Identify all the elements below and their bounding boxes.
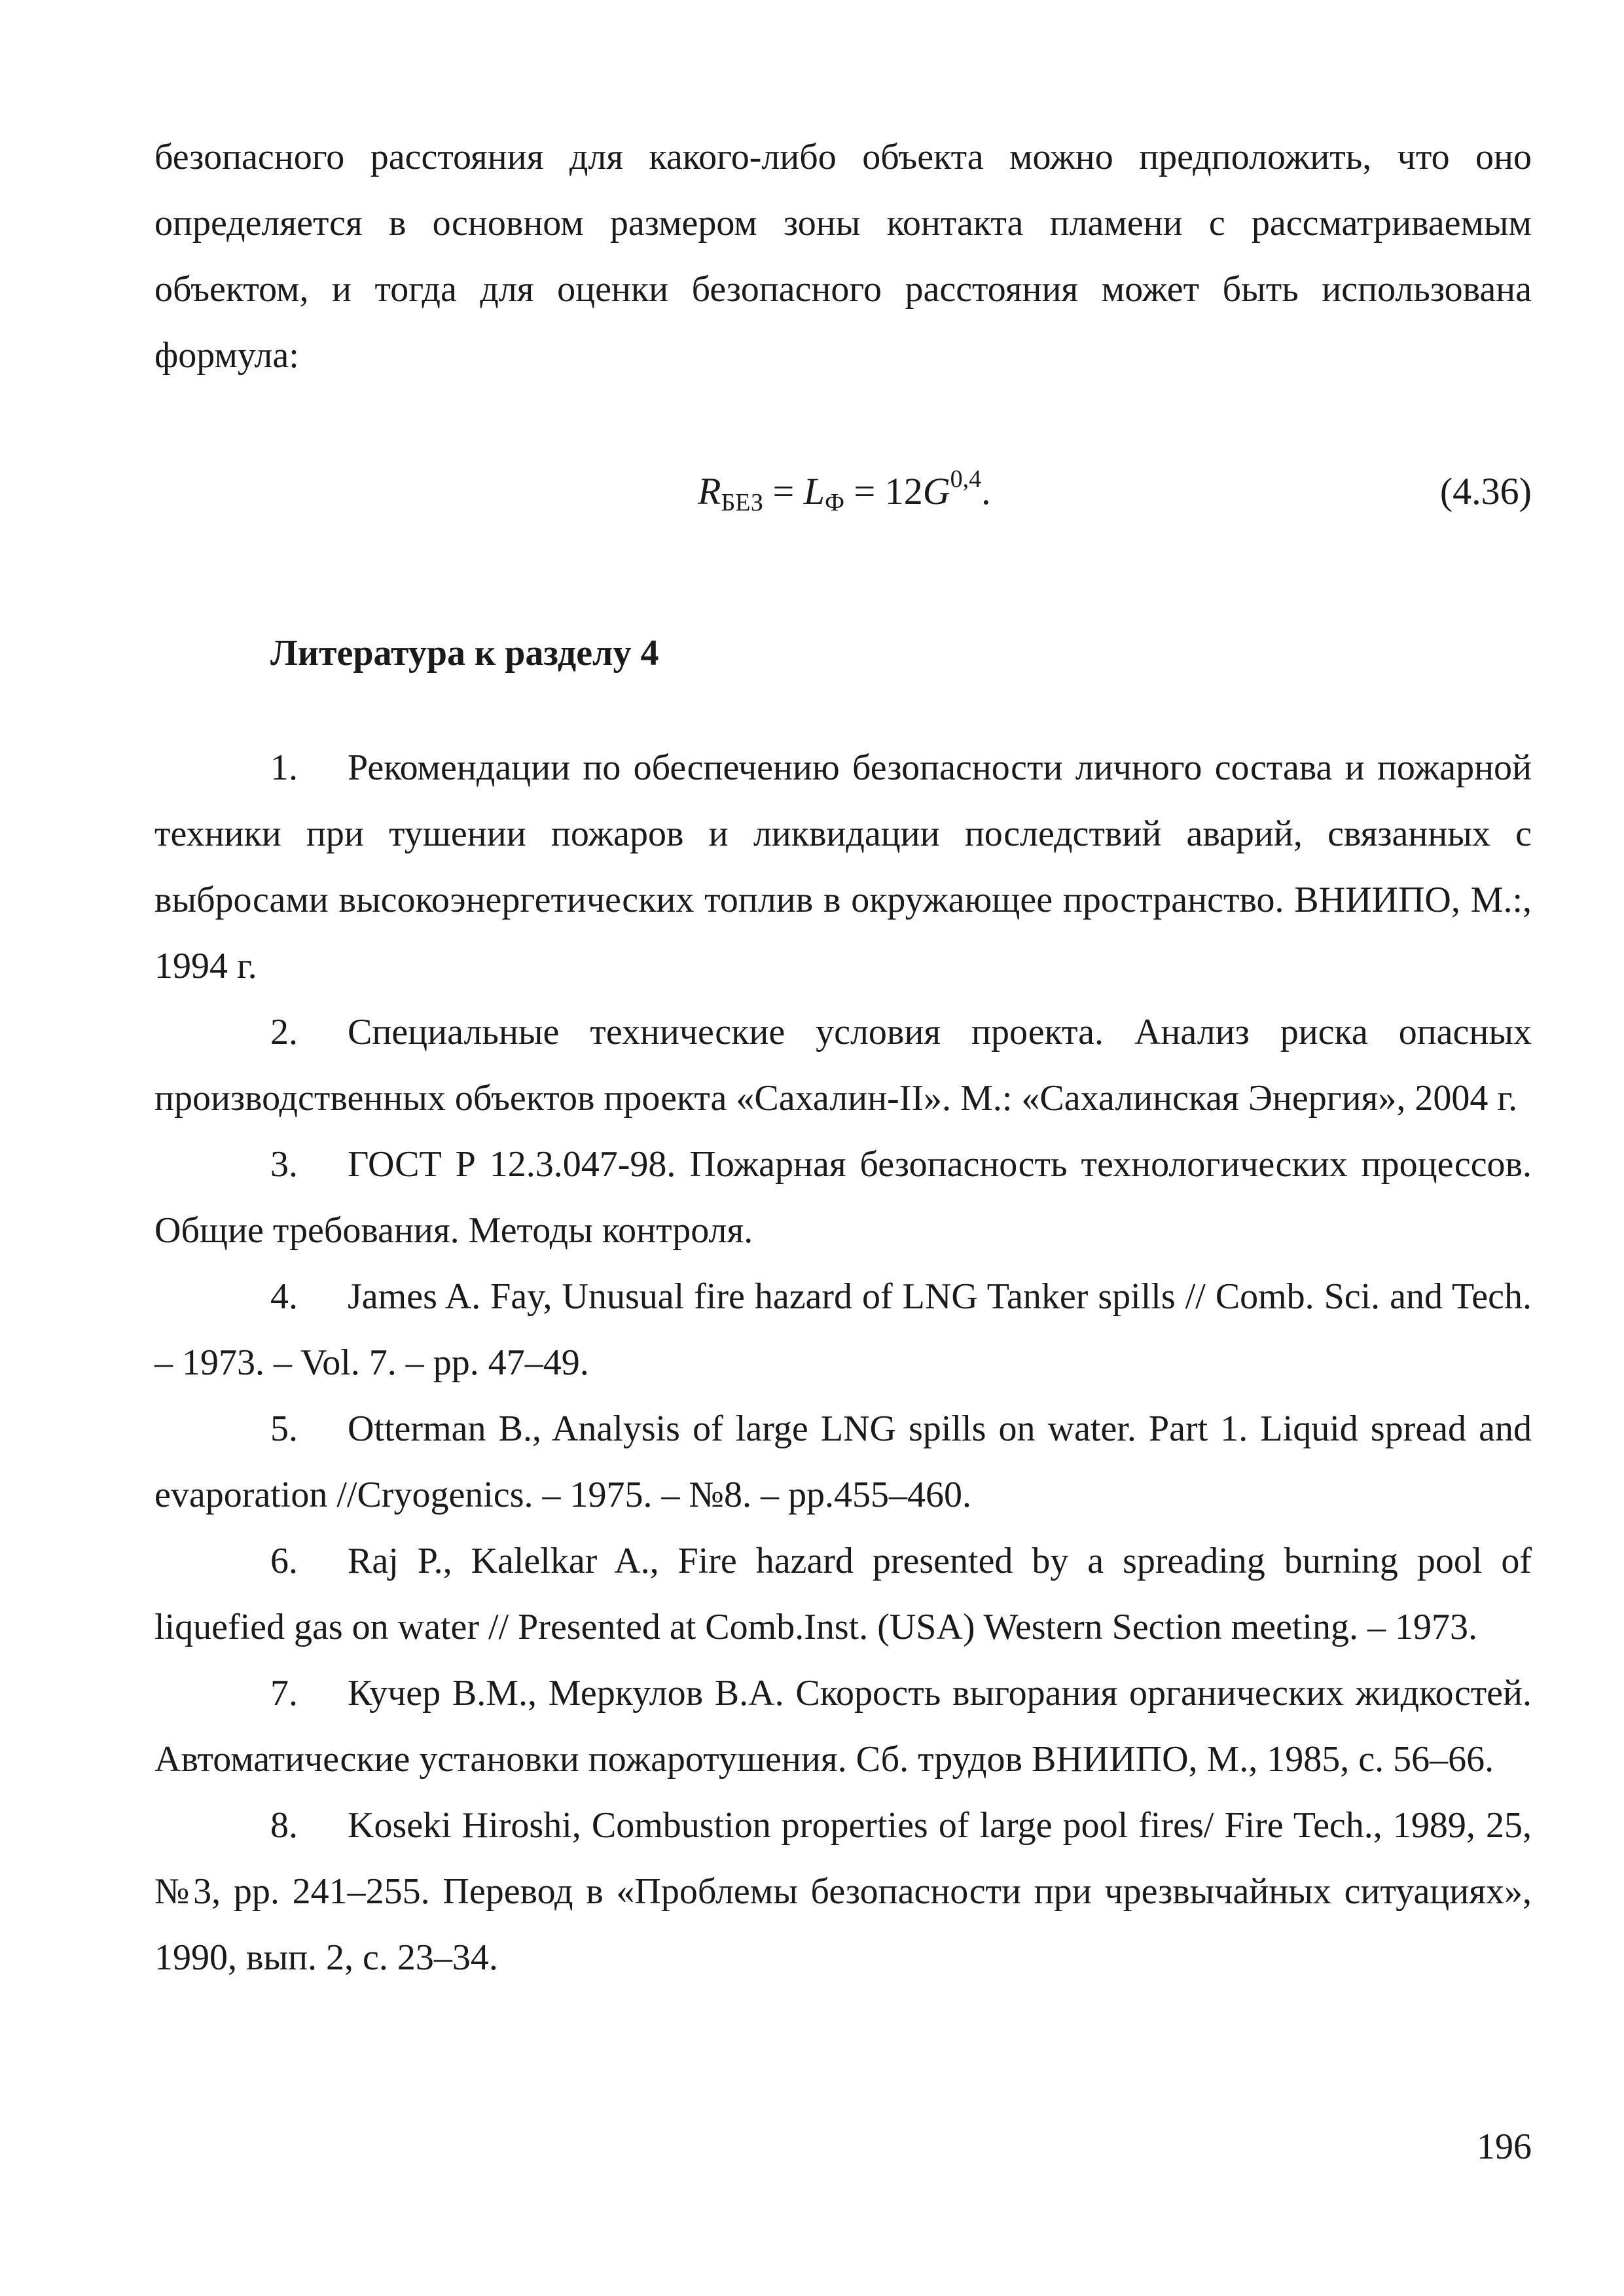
reference-text: Специальные технические условия проекта. Анализ риска опасных производственных объектов проекта «Сахалин-II». М.: «Сахалинская Энергия», 2004 г. bbox=[154, 1012, 1532, 1119]
formula-end: . bbox=[981, 470, 991, 512]
formula-number: (4.36) bbox=[1439, 470, 1532, 512]
formula-equals-2: = 12 bbox=[844, 470, 923, 512]
reference-item bbox=[154, 1396, 1532, 1528]
reference-number: 5. bbox=[270, 1408, 298, 1449]
formula-expression bbox=[698, 458, 991, 524]
reference-number: 8. bbox=[270, 1805, 298, 1846]
reference-text: Кучер В.М., Меркулов В.А. Скорость выгорания органических жидкостей. Автоматические установки пожаротушения. Сб. трудов ВНИИПО, М., 1985, с. 56–66. bbox=[154, 1673, 1532, 1780]
reference-number: 7. bbox=[270, 1673, 298, 1713]
intro-paragraph: безопасного расстояния для какого-либо объекта можно предположить, что оно определяется в основном размером зоны контакта пламени с рассматриваемым объектом, и тогда для оценки безопасного расстояния может быть использована формула: bbox=[154, 137, 1532, 376]
reference-item bbox=[154, 735, 1532, 999]
reference-text: Koseki Hiroshi, Combustion properties of large pool fires/ Fire Tech., 1989, 25, №3, pp. 241–255. Перевод в «Проблемы безопасности при чрезвычайных ситуациях», 1990, вып. 2, с. 23–34. bbox=[154, 1805, 1532, 1978]
intro-text-block bbox=[154, 124, 1532, 389]
reference-number: 4. bbox=[270, 1276, 298, 1317]
reference-item bbox=[154, 1264, 1532, 1396]
formula-l-subscript: Ф bbox=[824, 489, 844, 516]
reference-number: 3. bbox=[270, 1144, 298, 1185]
formula-r-subscript: БЕЗ bbox=[721, 489, 763, 516]
page-number: 196 bbox=[1477, 2126, 1532, 2167]
reference-number: 1. bbox=[270, 747, 298, 788]
formula-g-symbol: G bbox=[922, 470, 950, 512]
reference-item bbox=[154, 999, 1532, 1132]
formula-equals-1: = bbox=[763, 470, 804, 512]
section-heading: Литература к разделу 4 bbox=[270, 633, 659, 673]
formula-4-36 bbox=[154, 458, 1532, 524]
reference-number: 2. bbox=[270, 1012, 298, 1052]
formula-r-symbol: R bbox=[698, 470, 721, 512]
reference-text: James A. Fay, Unusual fire hazard of LNG Tanker spills // Comb. Sci. and Tech. – 1973. – Vol. 7. – pp. 47–49. bbox=[154, 1276, 1532, 1383]
reference-item bbox=[154, 1528, 1532, 1660]
formula-l-symbol: L bbox=[803, 470, 825, 512]
reference-text: Otterman B., Analysis of large LNG spills on water. Part 1. Liquid spread and evaporation //Cryogenics. – 1975. – №8. – pp.455–460. bbox=[154, 1408, 1532, 1515]
reference-item bbox=[154, 1793, 1532, 1991]
reference-list bbox=[154, 735, 1532, 1991]
formula-exponent: 0,4 bbox=[950, 465, 982, 493]
reference-text: ГОСТ Р 12.3.047-98. Пожарная безопасность технологических процессов. Общие требования. Методы контроля. bbox=[154, 1144, 1532, 1251]
reference-number: 6. bbox=[270, 1541, 298, 1581]
reference-text: Рекомендации по обеспечению безопасности личного состава и пожарной техники при тушении пожаров и ликвидации последствий аварий, связанных с выбросами высокоэнергетических топлив в окружающее пространство. ВНИИПО, М.:, 1994 г. bbox=[154, 747, 1532, 986]
reference-item bbox=[154, 1660, 1532, 1793]
reference-text: Raj P., Kalelkar A., Fire hazard presented by a spreading burning pool of liquefied gas on water // Presented at Comb.Inst. (USA) Western Section meeting. – 1973. bbox=[154, 1541, 1532, 1647]
reference-item bbox=[154, 1132, 1532, 1264]
